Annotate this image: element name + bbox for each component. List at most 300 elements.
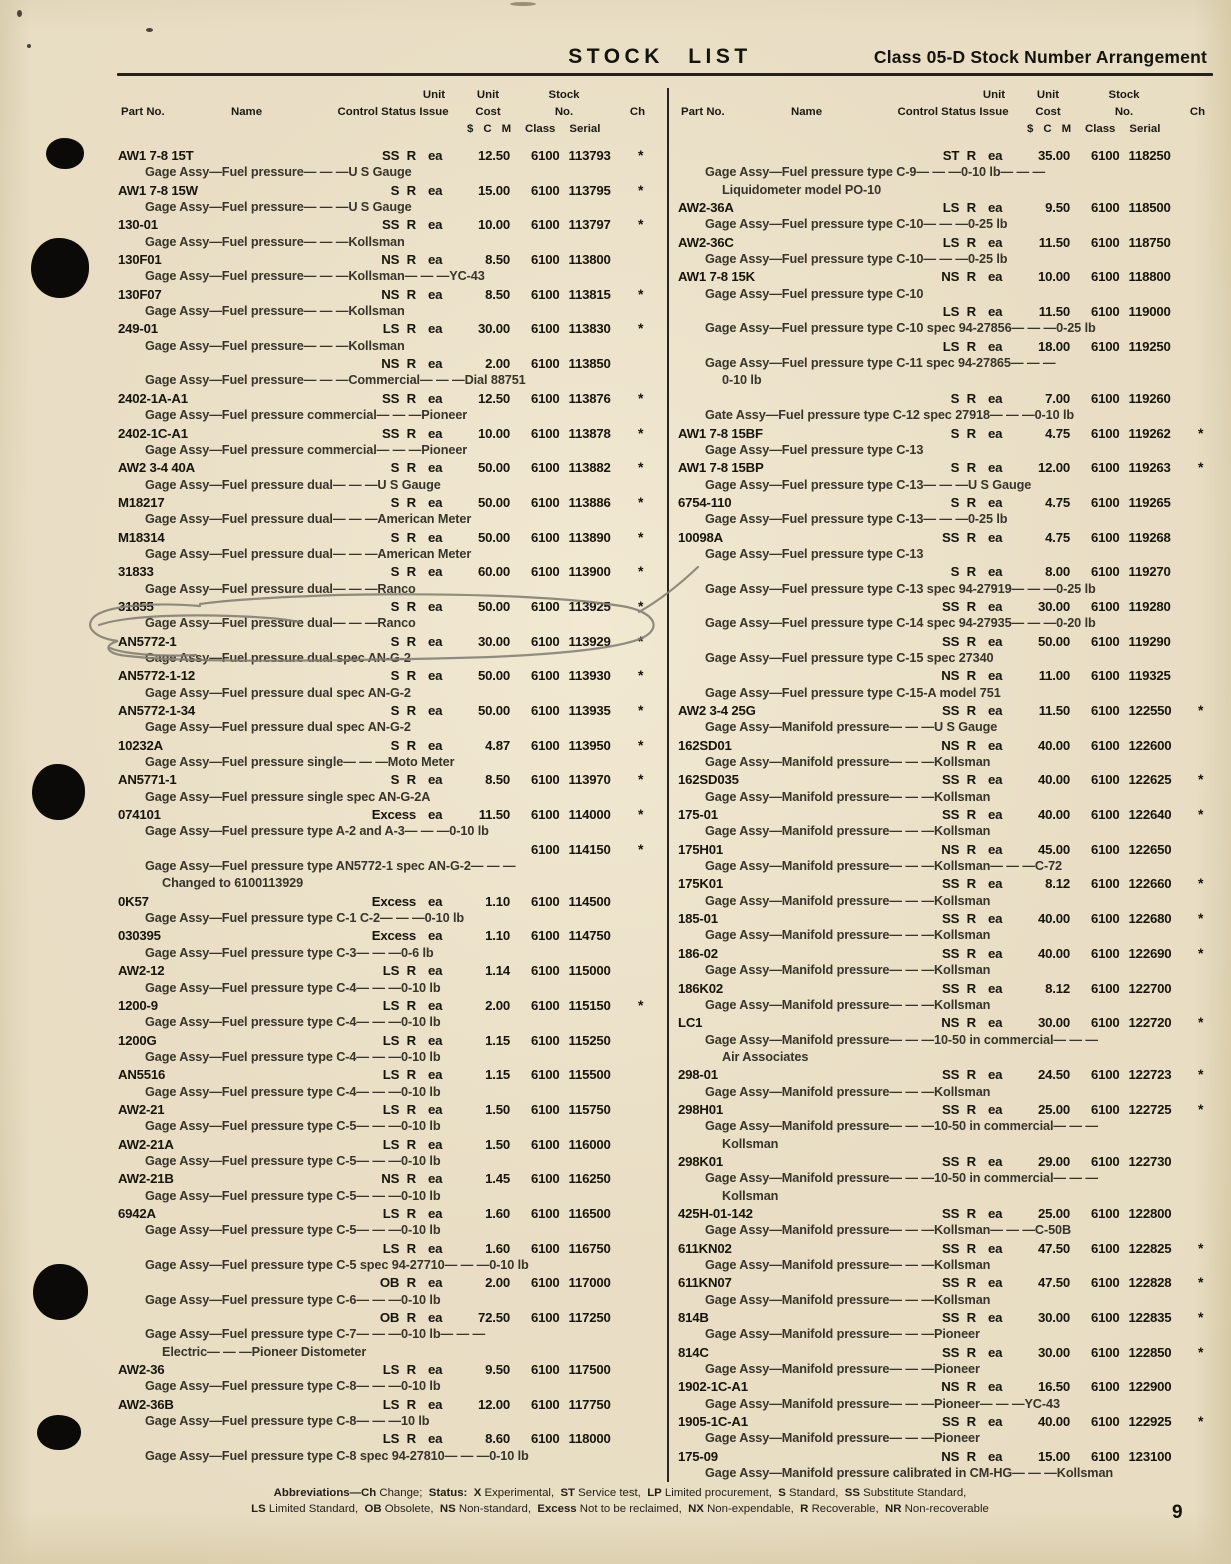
part-number: AW2-36C [678, 234, 734, 250]
stock-number [1070, 1014, 1178, 1031]
item-main-line [678, 1448, 1223, 1465]
change-flag: * [638, 632, 644, 649]
part-no-header: Part No. [121, 106, 165, 118]
change-flag: * [638, 389, 644, 406]
table-row [678, 806, 1223, 841]
stock-number [510, 1240, 618, 1257]
unit-issue: ea [428, 529, 443, 545]
control-status: SS R [942, 633, 976, 649]
stock-number [1070, 1344, 1178, 1361]
dollar-sign: $ [1027, 123, 1034, 135]
control-status: NS R [941, 668, 976, 684]
control-status: NS R [381, 286, 416, 302]
stock-serial: 122650 [1128, 841, 1172, 857]
unit-cost: 24.50 [1037, 1067, 1070, 1083]
item-description: Gage Assy—Fuel pressure type C-5— — —0-10 lb [145, 1223, 441, 1238]
unit-cost: 8.50 [485, 252, 510, 268]
stock-number [1070, 806, 1178, 823]
item-description: Gage Assy—Fuel pressure type C-10— — —0-25 lb [705, 252, 1008, 267]
item-description: Gage Assy—Fuel pressure type C-11 spec 94-27865— — — [705, 356, 1056, 371]
name-header: Name [231, 106, 263, 118]
unit-issue: ea [428, 807, 443, 823]
item-main-line [678, 199, 1223, 216]
cost-header: Cost [475, 106, 501, 118]
change-flag [618, 1170, 663, 1187]
stock-serial: 119260 [1128, 390, 1171, 406]
change-flag [1178, 1378, 1223, 1395]
unit-cost: 10.00 [477, 425, 510, 441]
unit-issue: ea [428, 1310, 443, 1326]
part-number: AN5771-1 [118, 772, 177, 788]
stock-class: 6100 [531, 1101, 560, 1117]
table-row [678, 390, 1223, 425]
stock-serial: 116500 [568, 1205, 611, 1221]
unit-issue: ea [428, 564, 443, 580]
item-main-line [678, 598, 1223, 615]
stock-number [1070, 147, 1178, 164]
unit-issue: ea [428, 737, 443, 753]
unit-cost: 1.10 [485, 928, 510, 944]
change-flag [1178, 494, 1223, 511]
unit-issue: ea [988, 1448, 1003, 1464]
item-description: Gage Assy—Fuel pressure dual— — —American Meter [145, 512, 472, 527]
table-row [678, 737, 1223, 772]
class-serial-subheader [525, 123, 600, 135]
change-flag [618, 1136, 663, 1153]
table-row [118, 459, 663, 494]
table-row [678, 1153, 1223, 1205]
change-flag: * [1198, 944, 1204, 961]
item-description: Gage Assy—Fuel pressure type C-15-A model 751 [705, 685, 1001, 700]
part-number: AW1 7-8 15BP [678, 460, 764, 476]
item-main-line [118, 1396, 663, 1413]
unit-issue: ea [988, 1240, 1003, 1256]
item-description: Electric— — —Pioneer Distometer [162, 1344, 367, 1359]
table-row [118, 1170, 663, 1205]
stock-number [510, 390, 618, 407]
item-main-line [118, 1032, 663, 1049]
change-flag: * [1198, 875, 1204, 892]
item-description: Gage Assy—Fuel pressure type C-4— — —0-10 lb [145, 1049, 441, 1064]
unit-issue: ea [988, 304, 1003, 320]
unit-issue: ea [428, 1101, 443, 1117]
unit-issue: ea [428, 1362, 443, 1378]
item-main-line [118, 598, 663, 615]
control-status: S R [950, 425, 976, 441]
item-description: Gage Assy—Fuel pressure— — —Kollsman [145, 338, 405, 353]
table-row [678, 268, 1223, 303]
item-description: Gage Assy—Fuel pressure type C-5— — —0-10 lb [145, 1153, 441, 1168]
item-main-line [678, 338, 1223, 355]
item-description: Gage Assy—Fuel pressure type C-4— — —0-10 lb [145, 980, 441, 995]
unit-cost: 2.00 [485, 356, 510, 372]
stock-class: 6100 [531, 893, 560, 909]
part-number: AN5516 [118, 1067, 166, 1083]
item-description: Gage Assy—Fuel pressure type AN5772-1 spec AN-G-2— — — [145, 859, 516, 874]
control-status: NS R [381, 252, 416, 268]
table-row [678, 1205, 1223, 1240]
item-main-line [678, 875, 1223, 892]
unit-issue: ea [988, 1067, 1003, 1083]
change-flag [1178, 667, 1223, 684]
control-status [331, 841, 416, 858]
part-number: 31833 [118, 564, 154, 580]
table-row [678, 338, 1223, 390]
abbreviation-text: Service test, [575, 1487, 648, 1499]
part-number: AW2-12 [118, 963, 165, 979]
unit-cost: 10.00 [1037, 269, 1070, 285]
stock-class: 6100 [1091, 911, 1120, 927]
stock-class: 6100 [531, 321, 560, 337]
binder-hole [33, 1264, 88, 1320]
stock-serial: 117250 [568, 1310, 611, 1326]
item-description: Gage Assy—Manifold pressure— — —Kollsman [705, 824, 991, 839]
stock-number [510, 251, 618, 268]
table-row [118, 893, 663, 928]
item-description: Gage Assy—Fuel pressure type C-4— — —0-10 lb [145, 1084, 441, 1099]
part-number: 175K01 [678, 876, 723, 892]
table-row [678, 771, 1223, 806]
change-flag: * [638, 996, 644, 1013]
change-flag: * [638, 736, 644, 753]
control-status: S R [390, 182, 416, 198]
stock-serial: 113793 [568, 148, 611, 163]
unit-issue [416, 841, 452, 858]
stock-class: 6100 [531, 356, 560, 372]
table-row [678, 1274, 1223, 1309]
item-description: Gage Assy—Fuel pressure type C-13 [705, 442, 924, 457]
stock-number [510, 1032, 618, 1049]
m-label: M [1061, 123, 1072, 135]
unit-cost: 8.50 [485, 286, 510, 302]
stock-serial: 122900 [1128, 1379, 1172, 1395]
abbreviation-code: NX [688, 1502, 704, 1515]
stock-class: 6100 [531, 217, 560, 233]
stock-class: 6100 [531, 286, 560, 302]
part-number [678, 390, 891, 407]
table-row [118, 1205, 663, 1240]
stock-serial: 122640 [1128, 807, 1172, 823]
item-description: Gage Assy—Manifold pressure— — —Kollsman [705, 963, 991, 978]
stock-class: 6100 [531, 564, 560, 580]
item-main-line [118, 147, 663, 164]
stock-class: 6100 [1091, 564, 1120, 580]
unit-cost: 1.60 [485, 1240, 510, 1256]
serial-label: Serial [1129, 123, 1161, 135]
unit-cost [452, 841, 510, 858]
table-row [118, 147, 663, 182]
table-row [118, 1274, 663, 1309]
unit-issue: ea [988, 1344, 1003, 1360]
control-status: SS R [382, 425, 416, 441]
item-description: Gage Assy—Fuel pressure type C-5 spec 94-27710— — —0-10 lb [145, 1258, 529, 1272]
table-row [118, 927, 663, 962]
part-number: 130F01 [118, 252, 162, 268]
stock-number [1070, 1066, 1178, 1083]
stock-serial: 118750 [1128, 234, 1171, 250]
item-description: Gage Assy—Fuel pressure dual spec AN-G-2 [145, 720, 411, 735]
abbreviation-code: R [800, 1502, 809, 1515]
stock-table-right-column [678, 147, 1223, 1482]
stock-number [510, 771, 618, 788]
change-flag [1178, 390, 1223, 407]
item-main-line [678, 667, 1223, 684]
table-row [678, 234, 1223, 269]
stock-number [510, 633, 618, 650]
stock-serial: 119262 [1128, 425, 1171, 441]
stock-class: 6100 [1091, 494, 1120, 510]
table-row [118, 320, 663, 355]
stock-serial: 119265 [1128, 494, 1171, 510]
serial-label: Serial [569, 123, 601, 135]
stock-number [510, 1066, 618, 1083]
stock-number [510, 182, 618, 199]
stock-number [510, 494, 618, 511]
part-number: 814C [678, 1344, 709, 1360]
stock-header-top: Stock [1108, 89, 1140, 101]
item-description: Gage Assy—Manifold pressure— — —Kollsman [705, 893, 991, 908]
stock-number [1070, 841, 1178, 858]
stock-serial: 117750 [568, 1396, 611, 1412]
change-flag [618, 1361, 663, 1378]
stock-class: 6100 [1091, 234, 1120, 250]
table-row [118, 1136, 663, 1171]
table-row [678, 841, 1223, 876]
part-number [118, 841, 331, 858]
item-description: Gage Assy—Manifold pressure— — —Kollsman [705, 1292, 991, 1307]
stock-number [510, 355, 618, 372]
change-flag [1178, 268, 1223, 285]
unit-cost: 2.00 [485, 1275, 510, 1291]
table-row [118, 806, 663, 841]
stock-class: 6100 [531, 737, 560, 753]
item-description: Gage Assy—Fuel pressure— — —Kollsman— — —YC-43 [145, 269, 485, 284]
stock-class: 6100 [1091, 703, 1120, 718]
stock-serial: 113900 [568, 564, 611, 580]
change-flag: * [1198, 1014, 1204, 1031]
control-status: S R [390, 529, 416, 545]
unit-cost: 4.75 [1045, 494, 1070, 510]
unit-issue: ea [988, 1310, 1003, 1326]
table-header [678, 88, 1223, 144]
stock-number [510, 459, 618, 476]
stock-number [1070, 234, 1178, 251]
abbreviations-line-1 [115, 1486, 1125, 1502]
stock-serial: 113797 [568, 217, 611, 233]
stock-number [510, 927, 618, 944]
part-number: 6942A [118, 1205, 156, 1221]
stock-class: 6100 [1091, 633, 1120, 649]
stock-number [1070, 1240, 1178, 1257]
unit-issue: ea [428, 1067, 443, 1083]
unit-cost: 40.00 [1037, 945, 1070, 961]
class-label: Class [525, 123, 556, 135]
stock-serial: 119290 [1128, 633, 1171, 649]
item-description: Gage Assy—Manifold pressure— — —Kollsman [705, 789, 991, 804]
item-description: Kollsman [722, 1188, 779, 1203]
paper-speck [27, 44, 31, 48]
unit-cost: 50.00 [477, 529, 510, 545]
control-status: S R [390, 772, 416, 788]
item-main-line [118, 355, 663, 372]
part-number [118, 1309, 331, 1326]
stock-serial: 122828 [1128, 1275, 1172, 1291]
stock-class: 6100 [531, 1396, 560, 1412]
control-status: S R [950, 564, 976, 580]
table-row [118, 737, 663, 772]
stock-class: 6100 [531, 841, 560, 857]
item-main-line [118, 1170, 663, 1187]
stock-number [510, 425, 618, 442]
abbreviation-code: S [778, 1487, 786, 1499]
item-main-line [118, 667, 663, 684]
abbreviation-text: Substitute Standard, [859, 1487, 967, 1499]
stock-serial: 113850 [568, 356, 611, 372]
change-flag [1178, 529, 1223, 546]
unit-issue: ea [988, 1153, 1003, 1169]
item-main-line [118, 841, 663, 858]
stock-class: 6100 [531, 668, 560, 684]
item-description: Gage Assy—Fuel pressure type A-2 and A-3— — —0-10 lb [145, 824, 489, 839]
unit-cost: 11.50 [1038, 234, 1070, 250]
stock-serial: 114500 [568, 893, 611, 909]
change-flag [618, 962, 663, 979]
control-status: SS R [942, 703, 976, 718]
part-number: 10232A [118, 737, 163, 753]
unit-issue: ea [988, 1205, 1003, 1221]
stock-serial: 122660 [1128, 876, 1172, 892]
change-flag: * [638, 806, 644, 823]
item-description: Gage Assy—Manifold pressure— — —Kollsman [705, 928, 991, 943]
page-title: STOCK LIST [568, 45, 752, 68]
item-description: Gage Assy—Fuel pressure type C-5— — —0-10 lb [145, 1119, 441, 1134]
stock-class: 6100 [531, 1431, 560, 1447]
stock-serial: 113815 [568, 286, 611, 302]
stock-serial: 113929 [568, 633, 611, 649]
stock-serial: 113925 [568, 598, 611, 614]
change-flag [618, 251, 663, 268]
control-status: S R [950, 390, 976, 406]
stock-serial: 122725 [1128, 1101, 1172, 1117]
control-status: Excess [371, 893, 416, 909]
stock-serial: 116250 [568, 1171, 611, 1187]
change-flag: * [638, 424, 644, 441]
stock-number [510, 598, 618, 615]
stock-class: 6100 [1091, 1015, 1120, 1031]
item-main-line [118, 182, 663, 199]
abbreviation-code: Excess [537, 1502, 577, 1515]
stock-table-left-column [118, 147, 663, 1465]
control-status: SS R [942, 772, 976, 788]
control-status: SS R [942, 1240, 976, 1256]
item-main-line [678, 1014, 1223, 1031]
table-row [118, 1066, 663, 1101]
part-number [118, 1240, 331, 1257]
change-flag: * [638, 840, 644, 857]
change-flag: * [638, 597, 644, 614]
change-flag [618, 1205, 663, 1222]
table-row [118, 1430, 663, 1465]
item-main-line [118, 1205, 663, 1222]
part-number: AW2 3-4 40A [118, 460, 195, 476]
unit-issue: ea [428, 703, 443, 718]
change-flag: * [1198, 459, 1204, 476]
unit-cost: 4.75 [1045, 425, 1070, 441]
change-flag: * [638, 702, 644, 718]
table-row [678, 1344, 1223, 1379]
unit-issue: ea [428, 1240, 443, 1256]
change-flag [1178, 234, 1223, 251]
change-flag [1178, 598, 1223, 615]
stock-number [510, 1430, 618, 1447]
unit-cost: 9.50 [1045, 200, 1070, 216]
control-status: LS R [942, 304, 976, 320]
stock-serial: 122925 [1128, 1414, 1172, 1430]
change-flag: * [638, 528, 644, 545]
stock-serial: 113876 [568, 390, 611, 406]
stock-class: 6100 [1091, 529, 1120, 545]
control-status: Excess [371, 928, 416, 944]
cost-units-subheader [1027, 123, 1071, 135]
stock-number [510, 1361, 618, 1378]
part-number: 2402-1C-A1 [118, 425, 188, 441]
control-status: SS R [382, 390, 416, 406]
part-number: 074101 [118, 807, 161, 823]
unit-issue: ea [988, 338, 1003, 354]
stock-number [1070, 633, 1178, 650]
control-status: LS R [942, 200, 976, 216]
change-flag: * [1198, 1343, 1204, 1360]
unit-cost: 1.60 [485, 1205, 510, 1221]
stock-number [1070, 563, 1178, 580]
change-flag: * [1198, 771, 1204, 788]
part-number: M18314 [118, 529, 165, 545]
change-flag: * [1198, 1309, 1204, 1326]
stock-serial: 116750 [568, 1240, 611, 1256]
part-number [678, 633, 891, 650]
item-main-line [118, 1066, 663, 1083]
stock-number [510, 1101, 618, 1118]
item-description: Gage Assy—Fuel pressure type C-13— — —0-25 lb [705, 512, 1008, 527]
stock-serial: 122550 [1128, 703, 1172, 718]
part-number [678, 303, 891, 320]
item-main-line [678, 268, 1223, 285]
unit-issue: ea [428, 252, 443, 268]
part-number: 175-01 [678, 807, 718, 823]
item-description: Changed to 6100113929 [162, 876, 304, 891]
stock-number [1070, 390, 1178, 407]
part-number: AN5772-1-12 [118, 668, 195, 684]
table-row [118, 633, 663, 668]
change-flag: * [1198, 1413, 1204, 1430]
table-row [118, 1032, 663, 1067]
part-number: 1905-1C-A1 [678, 1414, 748, 1430]
table-row [678, 1413, 1223, 1448]
unit-issue: ea [988, 668, 1003, 684]
part-number: AW2-21 [118, 1101, 165, 1117]
unit-cost: 40.00 [1037, 1414, 1070, 1430]
change-flag [618, 355, 663, 372]
stock-number [1070, 910, 1178, 927]
part-number: 130-01 [118, 217, 158, 233]
stock-number [510, 563, 618, 580]
item-description: Gate Assy—Fuel pressure type C-12 spec 27918— — —0-10 lb [705, 408, 1075, 423]
abbreviation-code: Abbreviations—Ch [273, 1487, 377, 1499]
part-number: 1200-9 [118, 997, 158, 1013]
table-row [678, 199, 1223, 234]
change-flag: * [638, 147, 644, 163]
stock-class: 6100 [531, 1067, 560, 1083]
